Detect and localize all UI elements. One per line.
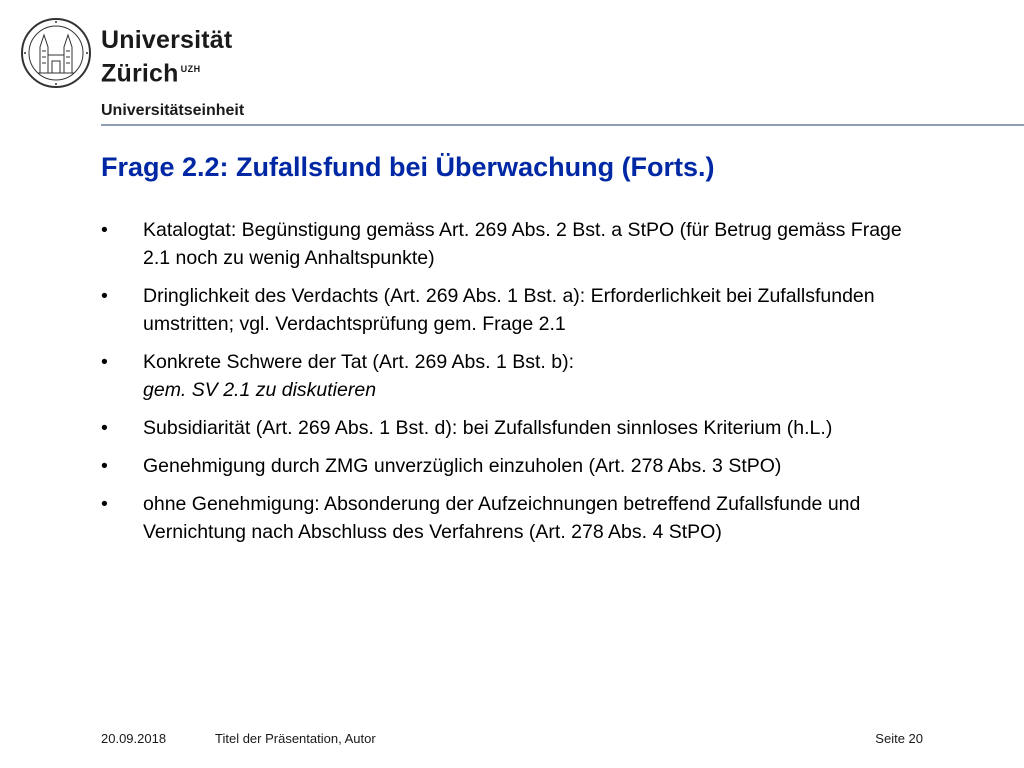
bullet-text: Dringlichkeit des Verdachts (Art. 269 Abs. 1 Bst. a): Erforderlichkeit bei Zufallsfunden umstritten; vgl. Verdachtsprüfung gem. Frage 2.1 xyxy=(143,285,875,335)
bullet-item-urgency xyxy=(101,282,931,338)
logo-line-2 xyxy=(101,55,232,88)
unit-label: Universitätseinheit xyxy=(101,102,245,119)
bullet-list xyxy=(101,216,931,556)
bullet-subtext: gem. SV 2.1 zu diskutieren xyxy=(143,379,377,401)
bullet-icon: • xyxy=(101,455,108,477)
bullet-item-catalog xyxy=(101,216,931,272)
bullet-text: Subsidiarität (Art. 269 Abs. 1 Bst. d): bei Zufallsfunden sinnloses Kriterium (h.L.) xyxy=(143,417,833,439)
bullet-icon: • xyxy=(101,285,108,307)
bullet-item-subsidiarity xyxy=(101,414,931,442)
footer-date: 20.09.2018 xyxy=(101,731,167,746)
slide-header xyxy=(0,0,1024,128)
bullet-text: Genehmigung durch ZMG unverzüglich einzuholen (Art. 278 Abs. 3 StPO) xyxy=(143,455,782,477)
logo-suffix: UZH xyxy=(180,64,201,74)
header-divider xyxy=(101,124,1024,126)
bullet-text: Konkrete Schwere der Tat (Art. 269 Abs. 1 Bst. b): xyxy=(143,351,575,373)
bullet-text: ohne Genehmigung: Absonderung der Aufzeichnungen betreffend Zufallsfunde und Vernichtung nach Abschluss des Verfahrens (Art. 278 Abs. 4 StPO) xyxy=(143,493,861,543)
bullet-icon: • xyxy=(101,417,108,439)
bullet-icon: • xyxy=(101,219,108,241)
bullet-icon: • xyxy=(101,493,108,515)
bullet-text: Katalogtat: Begünstigung gemäss Art. 269 Abs. 2 Bst. a StPO (für Betrug gemäss Frage 2.1 noch zu wenig Anhaltspunkte) xyxy=(143,219,902,269)
university-seal-icon xyxy=(20,17,92,89)
bullet-icon: • xyxy=(101,351,108,373)
footer-page-number: Seite 20 xyxy=(875,731,923,746)
bullet-item-severity xyxy=(101,348,931,404)
slide-title: Frage 2.2: Zufallsfund bei Überwachung (Forts.) xyxy=(101,152,715,182)
logo-line-1: Universität xyxy=(101,26,233,54)
bullet-item-no-approval xyxy=(101,490,931,546)
logo-line-2-text: Zürich xyxy=(101,59,179,88)
university-logo-text xyxy=(101,26,232,88)
bullet-item-approval xyxy=(101,452,931,480)
footer-presentation-title: Titel der Präsentation, Autor xyxy=(215,731,376,746)
slide-footer xyxy=(0,731,1024,751)
